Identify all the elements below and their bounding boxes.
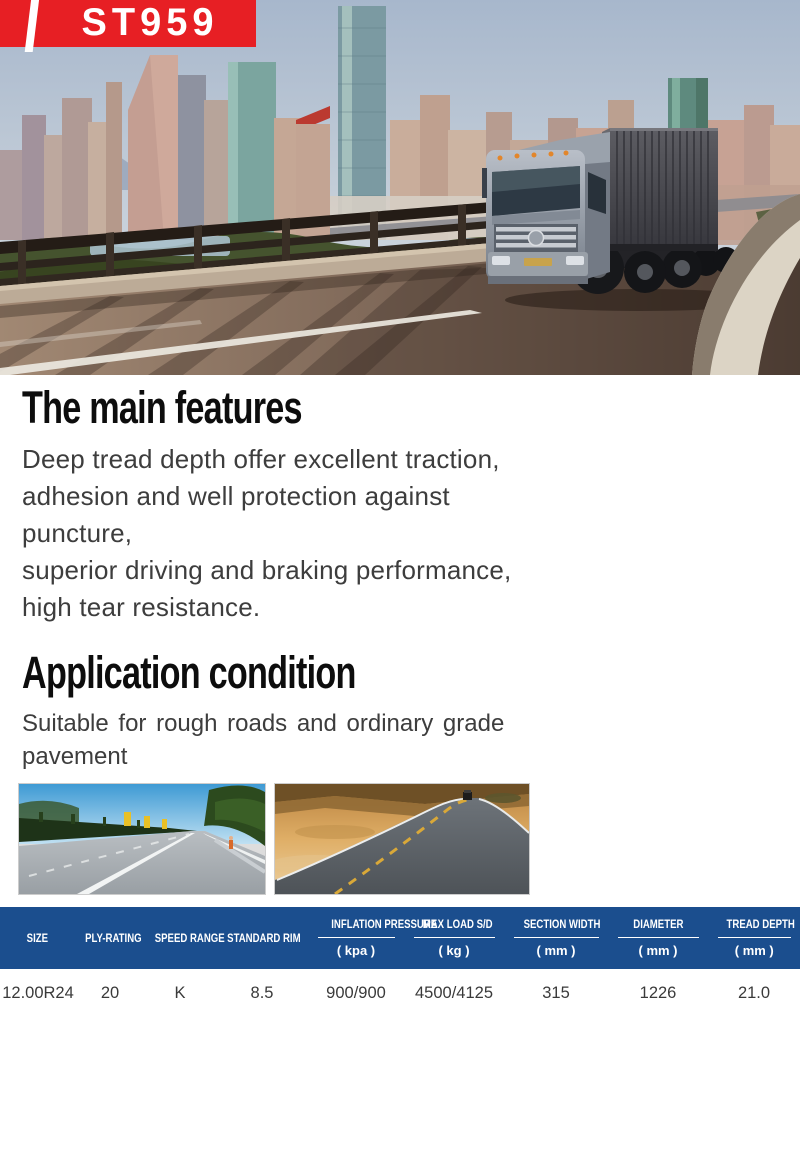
spec-column-header: SPEED RANGE — [154, 930, 225, 945]
spec-column-header: SIZE — [27, 930, 49, 945]
spec-column-header: SECTION WIDTH ( mm ) — [504, 907, 608, 969]
application-section — [0, 647, 800, 773]
spec-value-cell: 315 — [504, 969, 608, 1017]
spec-table-row — [0, 969, 800, 1017]
features-text — [22, 441, 780, 626]
paved-road-illustration — [19, 784, 265, 894]
spec-table — [0, 907, 800, 1017]
spec-value-cell: 21.0 — [708, 969, 800, 1017]
features-line: puncture, — [22, 518, 133, 548]
spec-column-header: INFLATION PRESSURE ( kpa ) — [308, 907, 404, 969]
photo-paved-road — [18, 783, 266, 895]
spec-column-header: MAX LOAD S/D ( kg ) — [404, 907, 504, 969]
spec-column-header: DIAMETER ( mm ) — [608, 907, 708, 969]
spec-column-header: STANDARD RIM — [226, 930, 301, 945]
hero-image — [0, 0, 800, 375]
spec-column-header: TREAD DEPTH ( mm ) — [708, 907, 800, 969]
photo-desert-road — [274, 783, 530, 895]
application-line: Suitable for rough roads and ordinary grade — [22, 710, 505, 737]
spec-table-body — [0, 969, 800, 1017]
spec-value-cell: 1226 — [608, 969, 708, 1017]
spec-column-header: PLY-RATING — [84, 930, 142, 945]
features-heading: The main features — [22, 382, 302, 433]
application-photos — [18, 783, 800, 895]
features-section — [0, 382, 800, 626]
spec-table-header — [0, 907, 800, 969]
spec-value-cell: 900/900 — [308, 969, 404, 1017]
spec-value-cell: 8.5 — [216, 969, 308, 1017]
application-heading: Application condition — [22, 647, 356, 698]
spec-value-cell: 12.00R24 — [0, 969, 76, 1017]
product-name: ST959 — [81, 1, 219, 45]
desert-road-illustration — [275, 784, 529, 894]
brand-badge — [0, 0, 256, 47]
application-text — [22, 707, 780, 773]
spec-value-cell: K — [144, 969, 216, 1017]
application-line: pavement — [22, 743, 128, 770]
features-line: adhesion and well protection against — [22, 481, 450, 511]
spec-value-cell: 4500/4125 — [404, 969, 504, 1017]
features-line: high tear resistance. — [22, 592, 261, 622]
spec-value-cell: 20 — [76, 969, 144, 1017]
features-line: superior driving and braking performance, — [22, 555, 512, 585]
features-line: Deep tread depth offer excellent traction, — [22, 444, 500, 474]
truck-cityscape-illustration — [0, 0, 800, 375]
